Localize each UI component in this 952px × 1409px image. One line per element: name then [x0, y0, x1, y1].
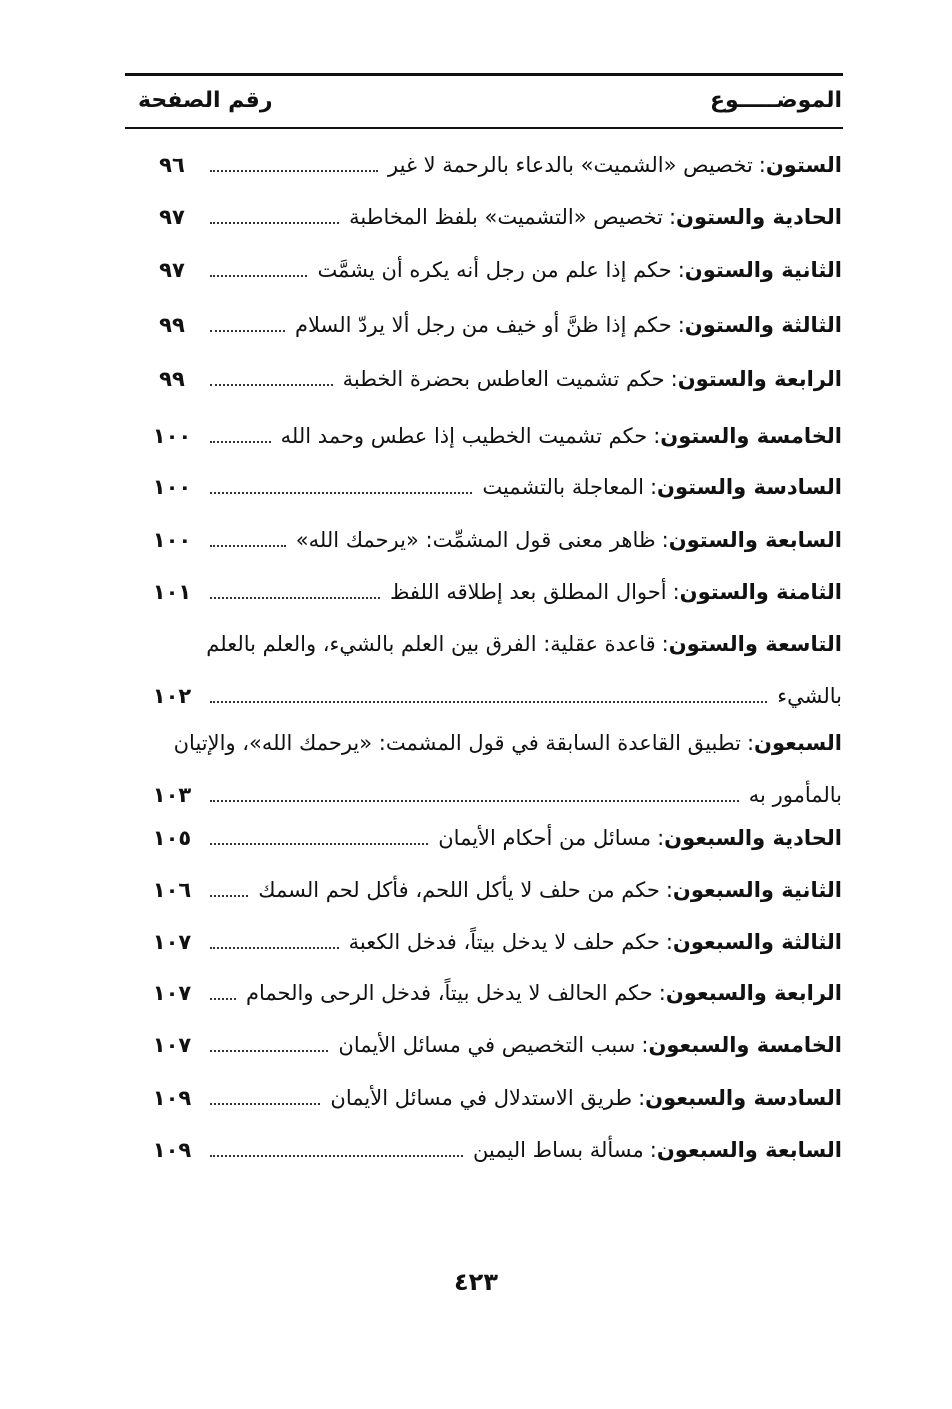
entry-ordinal: الرابعة والسبعون — [665, 981, 842, 1005]
toc-entry — [130, 455, 842, 507]
leader-dots — [210, 492, 472, 494]
leader-dots — [210, 1050, 328, 1052]
entry-colon: : — [638, 1086, 646, 1110]
leader-dots — [210, 275, 307, 277]
entry-title: حكم إذا علم من رجل أنه يكره أن يشمَّت — [317, 258, 672, 282]
entry-colon: : — [649, 1138, 657, 1162]
page-number-footer: ٤٢٣ — [454, 1268, 498, 1296]
toc-entry — [130, 1118, 842, 1170]
entry-title: المعاجلة بالتشميت — [482, 475, 644, 499]
entry-ordinal: الثانية والسبعون — [672, 878, 842, 902]
entry-title: مسألة بساط اليمين — [472, 1138, 644, 1162]
entry-title: طريق الاستدلال في مسائل الأيمان — [330, 1086, 633, 1110]
toc-entry — [130, 961, 842, 1013]
leader-dots — [210, 800, 739, 802]
toc-entry — [130, 858, 842, 910]
entry-colon: : — [665, 878, 673, 902]
entry-colon: : — [677, 258, 685, 282]
entry-ordinal: السابعة والسبعون — [656, 1138, 842, 1162]
entry-title: حكم حلف لا يدخل بيتاً، فدخل الكعبة — [348, 930, 660, 954]
entry-colon: : — [670, 367, 678, 391]
entry-colon: : — [668, 205, 677, 229]
entry-colon: : — [672, 580, 680, 604]
leader-dots — [210, 170, 378, 172]
toc-entry — [130, 185, 842, 237]
entry-page-number: ١٠٣ — [152, 783, 192, 807]
toc-entry — [130, 1013, 842, 1065]
entry-title-continued: بالمأمور به — [748, 783, 842, 807]
entry-ordinal: التاسعة والستون — [668, 632, 842, 656]
entry-title: ظاهر معنى قول المشمِّت: «يرحمك الله» — [295, 528, 656, 552]
toc-entry — [130, 508, 842, 560]
entry-ordinal: السادسة والسبعون — [645, 1086, 842, 1110]
entry-ordinal: الثانية والستون — [684, 258, 842, 282]
topic-column-header: الموضـــــوع — [709, 88, 842, 113]
leader-dots — [210, 545, 286, 547]
entry-colon: : — [665, 930, 673, 954]
entry-page-number: ١٠٧ — [152, 981, 192, 1005]
entry-colon: : — [641, 1033, 649, 1057]
entry-ordinal: الحادية والسبعون — [664, 826, 842, 850]
entry-colon: : — [661, 632, 669, 656]
leader-dots — [210, 998, 236, 1000]
leader-dots — [210, 1103, 320, 1105]
entry-title: سبب التخصيص في مسائل الأيمان — [338, 1033, 636, 1057]
toc-entry — [130, 238, 842, 290]
entry-title: حكم الحالف لا يدخل بيتاً، فدخل الرحى والحمام — [246, 981, 653, 1005]
entry-ordinal: السادسة والستون — [657, 475, 842, 499]
entry-colon: : — [746, 731, 755, 755]
entry-title: أحوال المطلق بعد إطلاقه اللفظ — [389, 580, 667, 604]
leader-dots — [210, 701, 767, 703]
entry-page-number: ٩٩ — [159, 313, 185, 337]
entry-ordinal: السابعة والستون — [668, 528, 842, 552]
entry-colon: : — [661, 528, 669, 552]
leader-dots — [210, 384, 333, 386]
entry-ordinal: السبعون — [754, 731, 842, 755]
leader-dots — [210, 895, 248, 897]
entry-page-number: ١٠٠ — [152, 528, 192, 552]
toc-entry — [130, 1066, 842, 1118]
entry-page-number: ١٠٧ — [152, 1033, 192, 1057]
entry-page-number: ١٠٩ — [152, 1138, 192, 1162]
entry-page-number: ٩٩ — [159, 367, 185, 391]
entry-ordinal: الثالثة والستون — [684, 313, 842, 337]
entry-ordinal: الثالثة والسبعون — [672, 930, 842, 954]
entry-ordinal: الخامسة والستون — [660, 424, 842, 448]
entry-title: حكم تشميت العاطس بحضرة الخطبة — [342, 367, 665, 391]
entry-colon: : — [653, 424, 661, 448]
entry-title: حكم تشميت الخطيب إذا عطس وحمد الله — [280, 424, 648, 448]
entry-ordinal: الرابعة والستون — [677, 367, 842, 391]
entry-ordinal: الحادية والستون — [676, 205, 842, 229]
toc-entry — [130, 347, 842, 399]
entry-page-number: ١٠٥ — [152, 826, 192, 850]
entry-colon: : — [758, 153, 766, 177]
leader-dots — [210, 1155, 463, 1157]
toc-entry — [130, 560, 842, 612]
entry-colon: : — [677, 313, 685, 337]
leader-dots — [210, 222, 339, 224]
entry-page-number: ١٠٠ — [152, 424, 192, 448]
entry-page-number: ٩٧ — [159, 205, 185, 229]
toc-entry — [130, 293, 842, 345]
toc-entry — [130, 910, 842, 962]
page-column-header: رقم الصفحة — [138, 88, 273, 113]
toc-entry — [130, 404, 842, 456]
entry-colon: : — [649, 475, 658, 499]
leader-dots — [210, 947, 339, 949]
leader-dots — [210, 330, 285, 332]
entry-page-number: ١٠٦ — [152, 878, 192, 902]
entry-ordinal: الخامسة والسبعون — [648, 1033, 842, 1057]
entry-page-number: ٩٧ — [159, 258, 185, 282]
toc-entry — [130, 133, 842, 185]
entry-ordinal: الثامنة والستون — [679, 580, 842, 604]
toc-entry — [130, 612, 842, 716]
entry-page-number: ١٠٩ — [152, 1086, 192, 1110]
entry-title: تخصيص «الشميت» بالدعاء بالرحمة لا غير — [388, 153, 753, 177]
entry-colon: : — [658, 981, 666, 1005]
entry-title: حكم إذا ظنَّ أو خيف من رجل ألا يردّ السلام — [294, 313, 672, 337]
toc-entry — [130, 806, 842, 858]
entry-page-number: ٩٦ — [159, 153, 185, 177]
entry-title: تخصيص «التشميت» بلفظ المخاطبة — [349, 205, 663, 229]
entry-colon: : — [657, 826, 665, 850]
entry-title: قاعدة عقلية: الفرق بين العلم بالشيء، والعلم بالعلم — [206, 632, 656, 656]
leader-dots — [210, 843, 428, 845]
entry-ordinal: الستون — [765, 153, 842, 177]
entry-page-number: ١٠٠ — [152, 475, 192, 499]
entry-title: تطبيق القاعدة السابقة في قول المشمت: «يرحمك الله»، والإتيان — [173, 731, 741, 755]
entry-page-number: ١٠٢ — [152, 684, 192, 708]
entry-page-number: ١٠٧ — [152, 930, 192, 954]
leader-dots — [210, 441, 271, 443]
entry-title: حكم من حلف لا يأكل اللحم، فأكل لحم السمك — [258, 878, 660, 902]
entry-title-continued: بالشيء — [777, 684, 842, 708]
entry-title: مسائل من أحكام الأيمان — [438, 826, 652, 850]
leader-dots — [210, 597, 380, 599]
toc-entry — [130, 711, 842, 815]
entry-page-number: ١٠١ — [152, 580, 192, 604]
